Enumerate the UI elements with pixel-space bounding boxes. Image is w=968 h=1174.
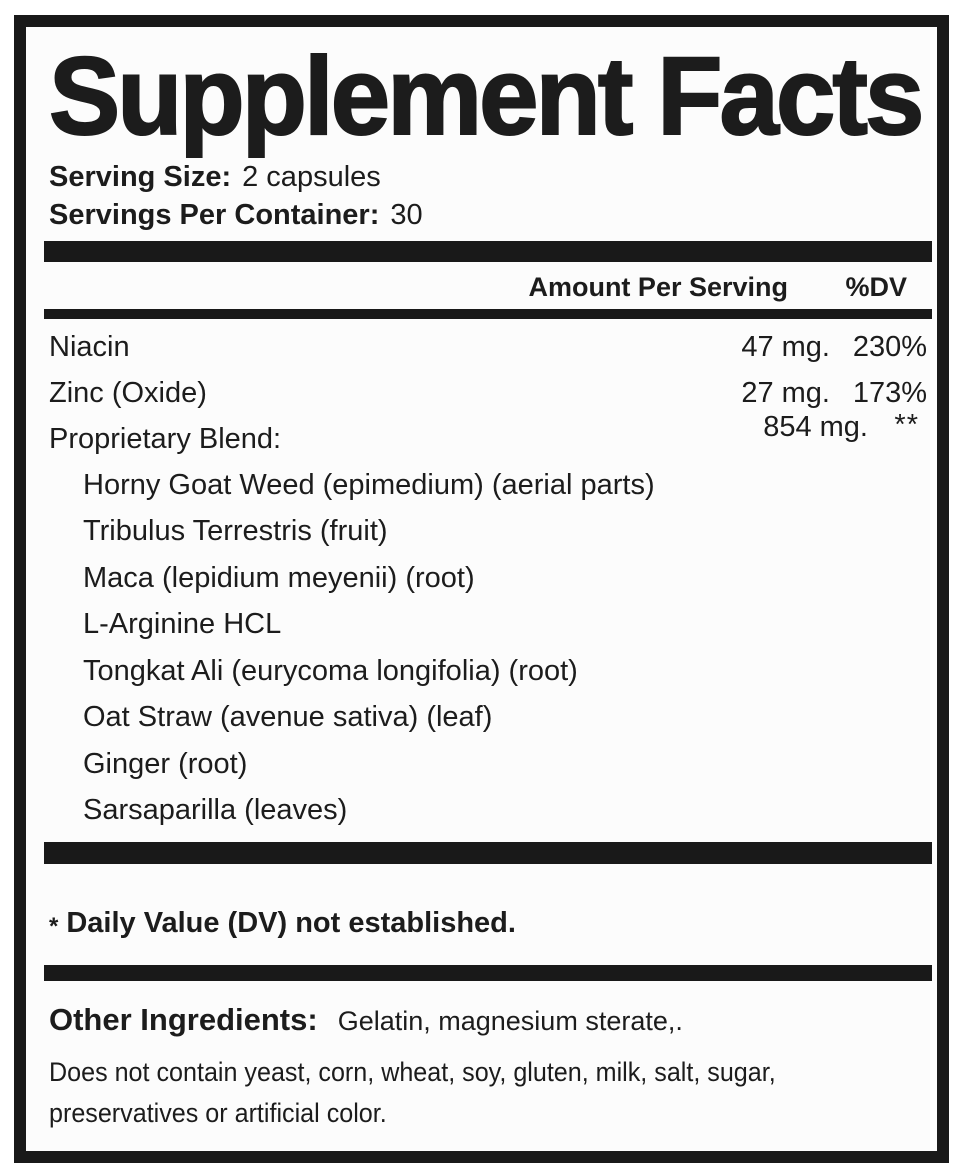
serving-size-label: Serving Size: (49, 160, 232, 193)
proprietary-blend-list (83, 462, 927, 834)
servings-per-container-line (49, 196, 927, 234)
disclaimer-line: preservatives or artificial color. (49, 1097, 387, 1128)
nutrient-amount: 47 mg. (741, 330, 830, 363)
table-row-proprietary-blend (49, 408, 927, 462)
daily-value-footnote (49, 906, 927, 942)
other-ingredients-line (49, 1002, 927, 1039)
footnote-text: Daily Value (DV) not established. (66, 906, 516, 939)
servings-per-container-label: Servings Per Container: (49, 198, 380, 231)
blend-item: Tribulus Terrestris (fruit) (83, 515, 388, 547)
percent-dv-header: %DV (845, 271, 907, 302)
table-header-row (49, 271, 927, 303)
separator-bar-top (44, 241, 932, 262)
separator-line-header (44, 309, 932, 319)
supplement-facts-panel (14, 15, 949, 1163)
separator-bar-bottom (44, 965, 932, 981)
servings-per-container-value: 30 (390, 198, 423, 231)
nutrient-name: Proprietary Blend: (49, 422, 282, 455)
blend-item: Ginger (root) (83, 747, 248, 780)
separator-bar-middle (44, 842, 932, 864)
blend-item: Maca (lepidium meyenii) (root) (83, 561, 475, 594)
blend-item: Horny Goat Weed (epimedium) (aerial parts) (83, 468, 655, 501)
nutrient-dv: 173% (852, 376, 927, 409)
serving-size-line (49, 158, 927, 196)
other-ingredients-label: Other Ingredients: (49, 1001, 318, 1037)
disclaimer-line: Does not contain yeast, corn, wheat, soy, gluten, milk, salt, sugar, (49, 1056, 776, 1087)
asterisk-marker: * (49, 912, 59, 940)
panel-title: Supplement Facts (49, 35, 922, 158)
nutrient-dv-asterisks: ** (894, 408, 919, 441)
contains-disclaimer (49, 1052, 927, 1134)
nutrient-name: Zinc (Oxide) (49, 376, 207, 409)
blend-item: Tongkat Ali (eurycoma longifolia) (root) (83, 654, 578, 687)
nutrient-dv: 230% (852, 330, 927, 363)
nutrient-table (49, 324, 927, 462)
serving-info (49, 158, 927, 234)
nutrient-amount: 854 mg. (763, 410, 868, 443)
nutrient-amount: 27 mg. (741, 376, 830, 409)
serving-size-value: 2 capsules (242, 160, 381, 193)
blend-item: L-Arginine HCL (83, 608, 282, 640)
blend-item: Oat Straw (avenue sativa) (leaf) (83, 701, 493, 733)
other-ingredients-value: Gelatin, magnesium sterate,. (337, 1005, 683, 1036)
nutrient-name: Niacin (49, 330, 130, 363)
table-row-niacin (49, 324, 927, 370)
amount-per-serving-header: Amount Per Serving (528, 271, 788, 302)
blend-item: Sarsaparilla (leaves) (83, 794, 348, 826)
